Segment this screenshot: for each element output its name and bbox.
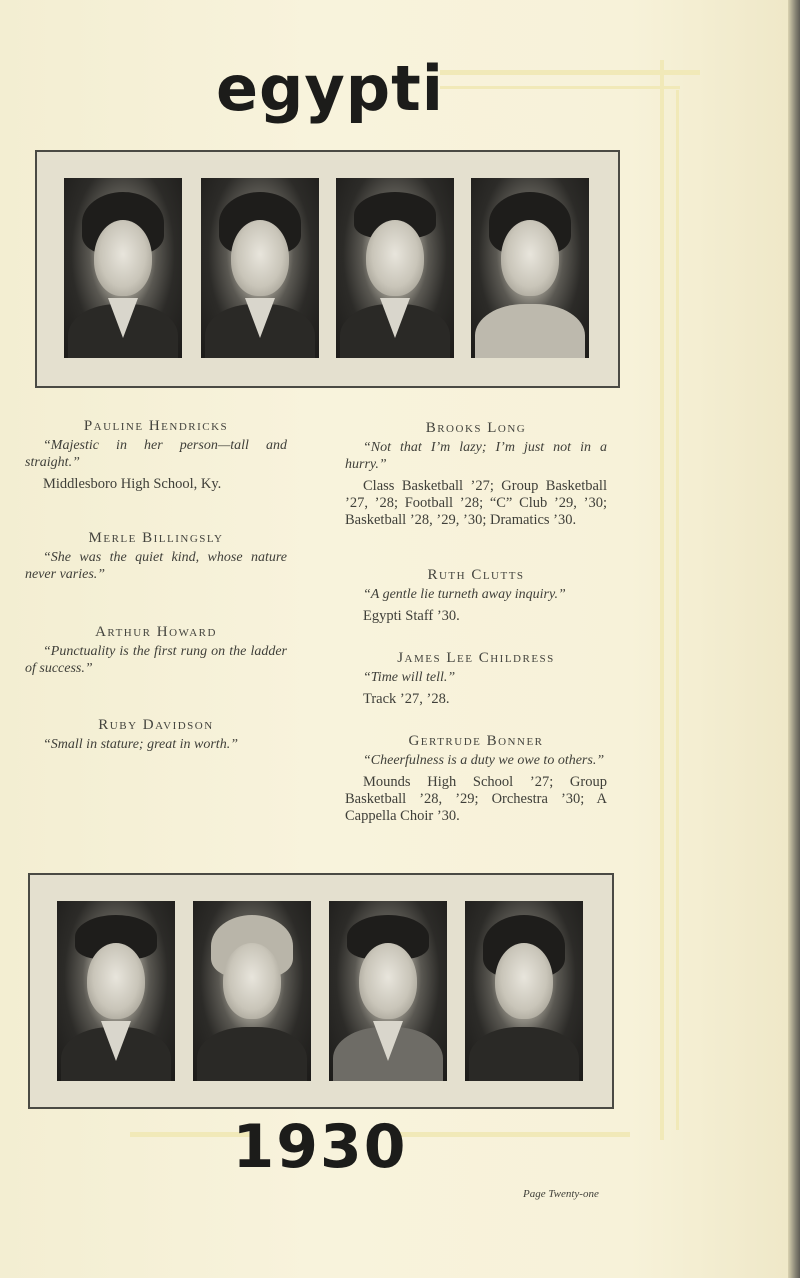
student-quote: “Small in stature; great in worth.” xyxy=(43,737,238,752)
student-detail: Egypti Staff ’30. xyxy=(363,608,460,624)
student-name: Ruby Davidson xyxy=(98,717,214,733)
book-gutter-edge xyxy=(788,0,800,1278)
student-quote: “Majestic in her person—tall and straight.” xyxy=(25,438,287,470)
portrait-photo xyxy=(465,901,583,1081)
decorative-rule xyxy=(660,60,664,1140)
portrait-panel-top xyxy=(35,150,620,388)
portrait-photo xyxy=(329,901,447,1081)
student-quote: “A gentle lie turneth away inquiry.” xyxy=(363,587,566,602)
decorative-rule xyxy=(676,90,679,1130)
student-detail: Mounds High School ’27; Group Basketball ’28, ’29; Orchestra ’30; A Cappella Choir ’30. xyxy=(345,774,607,824)
student-quote: “Time will tell.” xyxy=(363,670,456,685)
page-number: Page Twenty-one xyxy=(523,1188,599,1200)
portrait-photo xyxy=(201,178,319,358)
student-entry xyxy=(345,650,607,708)
student-entry xyxy=(345,420,607,529)
portrait-panel-bottom xyxy=(28,873,614,1109)
portrait-photo xyxy=(471,178,589,358)
student-detail: Class Basketball ’27; Group Basketball ’27, ’28; Football ’28; “C” Club ’29, ’30; Basketball ’28, ’29, ’30; Dramatics ’30. xyxy=(345,478,607,528)
student-entry xyxy=(345,567,607,625)
student-entry xyxy=(25,624,287,677)
portrait-photo xyxy=(64,178,182,358)
student-quote: “Punctuality is the first rung on the ladder of success.” xyxy=(25,644,287,676)
student-detail: Track ’27, ’28. xyxy=(363,691,450,707)
student-name: Ruth Clutts xyxy=(427,567,525,583)
student-quote: “She was the quiet kind, whose nature never varies.” xyxy=(25,550,287,582)
student-name: Arthur Howard xyxy=(95,624,217,640)
student-entry xyxy=(345,733,607,825)
page-masthead: egypti xyxy=(215,52,445,125)
student-name: Merle Billingsly xyxy=(88,530,224,546)
student-name: Pauline Hendricks xyxy=(83,418,229,434)
student-entry xyxy=(25,530,287,583)
student-entry xyxy=(25,717,287,753)
portrait-photo xyxy=(193,901,311,1081)
student-name: James Lee Childress xyxy=(397,650,555,666)
portrait-photo xyxy=(336,178,454,358)
student-quote: “Cheerfulness is a duty we owe to others.” xyxy=(363,753,605,768)
student-detail: Middlesboro High School, Ky. xyxy=(43,476,222,492)
student-name: Brooks Long xyxy=(425,420,527,436)
student-entry xyxy=(25,418,287,493)
student-quote: “Not that I’m lazy; I’m just not in a hurry.” xyxy=(345,440,607,472)
student-name: Gertrude Bonner xyxy=(408,733,544,749)
portrait-photo xyxy=(57,901,175,1081)
yearbook-year: 1930 xyxy=(232,1112,408,1182)
